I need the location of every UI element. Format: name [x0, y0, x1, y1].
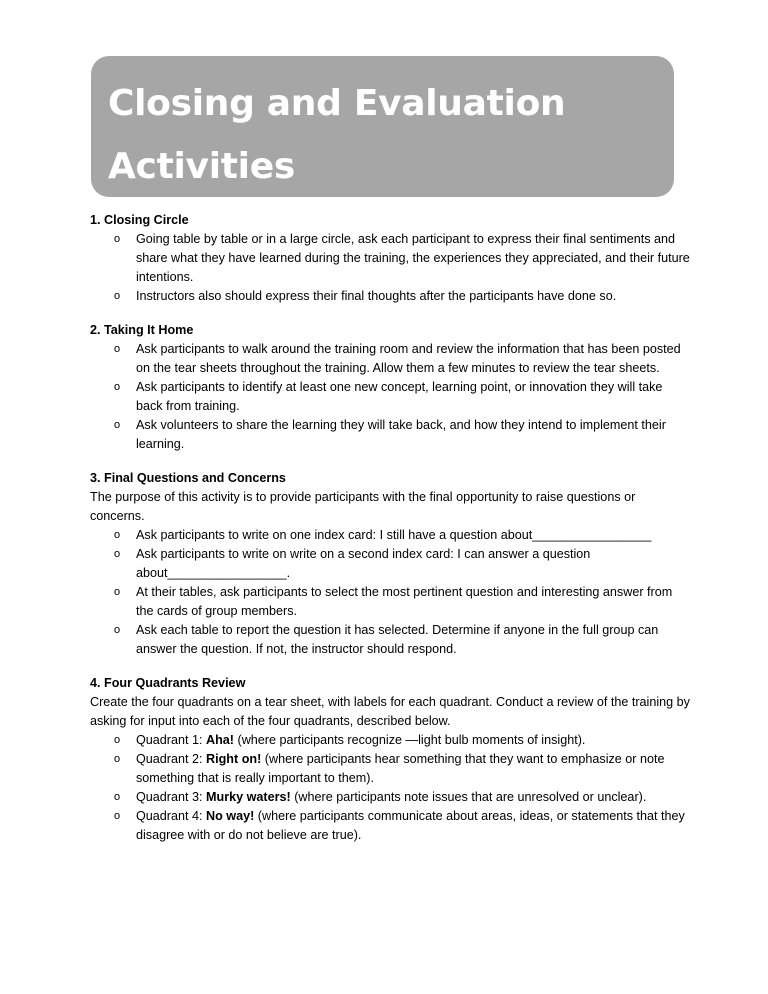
list-item-text: Going table by table or in a large circle, ask each participant to express their final sentiments and share what they have learned during the training, the experiences they appreciated, and their future intentions. — [136, 232, 690, 284]
bullet-icon: o — [114, 753, 121, 765]
list-item-text: Ask participants to identify at least one new concept, learning point, or innovation they will take back from training. — [136, 380, 663, 413]
list-item-text: Ask participants to walk around the training room and review the information that has been posted on the tear sheets throughout the training. Allow them a few minutes to review the tear sheets. — [136, 342, 681, 375]
list-item-text: At their tables, ask participants to select the most pertinent question and interesting answer from the cards of group members. — [136, 585, 673, 618]
list-item-text: Ask participants to write on write on a second index card: I can answer a question about_________________. — [136, 547, 591, 580]
list-item — [90, 545, 690, 583]
bullet-icon: o — [114, 734, 121, 746]
list-item — [90, 416, 690, 454]
quadrant-label: Right on! — [206, 752, 262, 766]
section-intro: The purpose of this activity is to provide participants with the final opportunity to raise questions or concerns. — [90, 490, 636, 523]
section-heading: 3. Final Questions and Concerns — [90, 471, 286, 485]
list-item — [90, 230, 690, 287]
bullet-icon: o — [114, 548, 121, 560]
bullet-list — [90, 230, 690, 306]
list-item-text: Ask each table to report the question it has selected. Determine if anyone in the full group can answer the question. If not, the instructor should respond. — [136, 623, 659, 656]
quadrant-prefix: Quadrant 4: — [136, 809, 207, 823]
quadrant-label: Murky waters! — [206, 790, 291, 804]
quadrant-prefix: Quadrant 2: — [136, 752, 207, 766]
bullet-icon: o — [114, 381, 121, 393]
quadrant-description: (where participants hear something that they want to emphasize or note something that is really important to them). — [136, 752, 665, 785]
bullet-icon: o — [114, 529, 121, 541]
list-item — [90, 340, 690, 378]
bullet-list — [90, 526, 690, 659]
list-item-text: Ask volunteers to share the learning they will take back, and how they intend to implement their learning. — [136, 418, 666, 451]
section-heading: 4. Four Quadrants Review — [90, 676, 246, 690]
bullet-icon: o — [114, 791, 121, 803]
list-item-text: Instructors also should express their final thoughts after the participants have done so. — [136, 289, 617, 303]
list-item — [90, 287, 690, 306]
bullet-list — [90, 731, 690, 845]
document-body — [90, 211, 690, 860]
bullet-icon: o — [114, 233, 121, 245]
quadrant-label: No way! — [206, 809, 255, 823]
bullet-icon: o — [114, 586, 121, 598]
page-title: Closing and Evaluation Activities — [108, 83, 566, 187]
quadrant-description: (where participants recognize —light bulb moments of insight). — [234, 733, 586, 747]
quadrant-prefix: Quadrant 1: — [136, 733, 207, 747]
section-heading: 1. Closing Circle — [90, 213, 189, 227]
list-item — [90, 788, 690, 807]
list-item-text: Ask participants to write on one index card: I still have a question about_________________ — [136, 528, 652, 542]
list-item — [90, 378, 690, 416]
title-banner — [91, 56, 674, 197]
list-item — [90, 621, 690, 659]
section-four-quadrants — [90, 674, 690, 845]
section-taking-it-home — [90, 321, 690, 454]
section-heading: 2. Taking It Home — [90, 323, 194, 337]
bullet-icon: o — [114, 290, 121, 302]
section-intro: Create the four quadrants on a tear sheet, with labels for each quadrant. Conduct a review of the training by asking for input into each of the four quadrants, described below. — [90, 695, 690, 728]
bullet-icon: o — [114, 810, 121, 822]
bullet-list — [90, 340, 690, 454]
section-closing-circle — [90, 211, 690, 306]
quadrant-description: (where participants communicate about areas, ideas, or statements that they disagree with or do not believe are true). — [136, 809, 685, 842]
list-item — [90, 807, 690, 845]
bullet-icon: o — [114, 343, 121, 355]
bullet-icon: o — [114, 419, 121, 431]
list-item — [90, 750, 690, 788]
list-item — [90, 583, 690, 621]
list-item — [90, 526, 690, 545]
quadrant-label: Aha! — [206, 733, 235, 747]
list-item — [90, 731, 690, 750]
quadrant-prefix: Quadrant 3: — [136, 790, 207, 804]
bullet-icon: o — [114, 624, 121, 636]
quadrant-description: (where participants note issues that are unresolved or unclear). — [290, 790, 647, 804]
section-final-questions — [90, 469, 690, 659]
